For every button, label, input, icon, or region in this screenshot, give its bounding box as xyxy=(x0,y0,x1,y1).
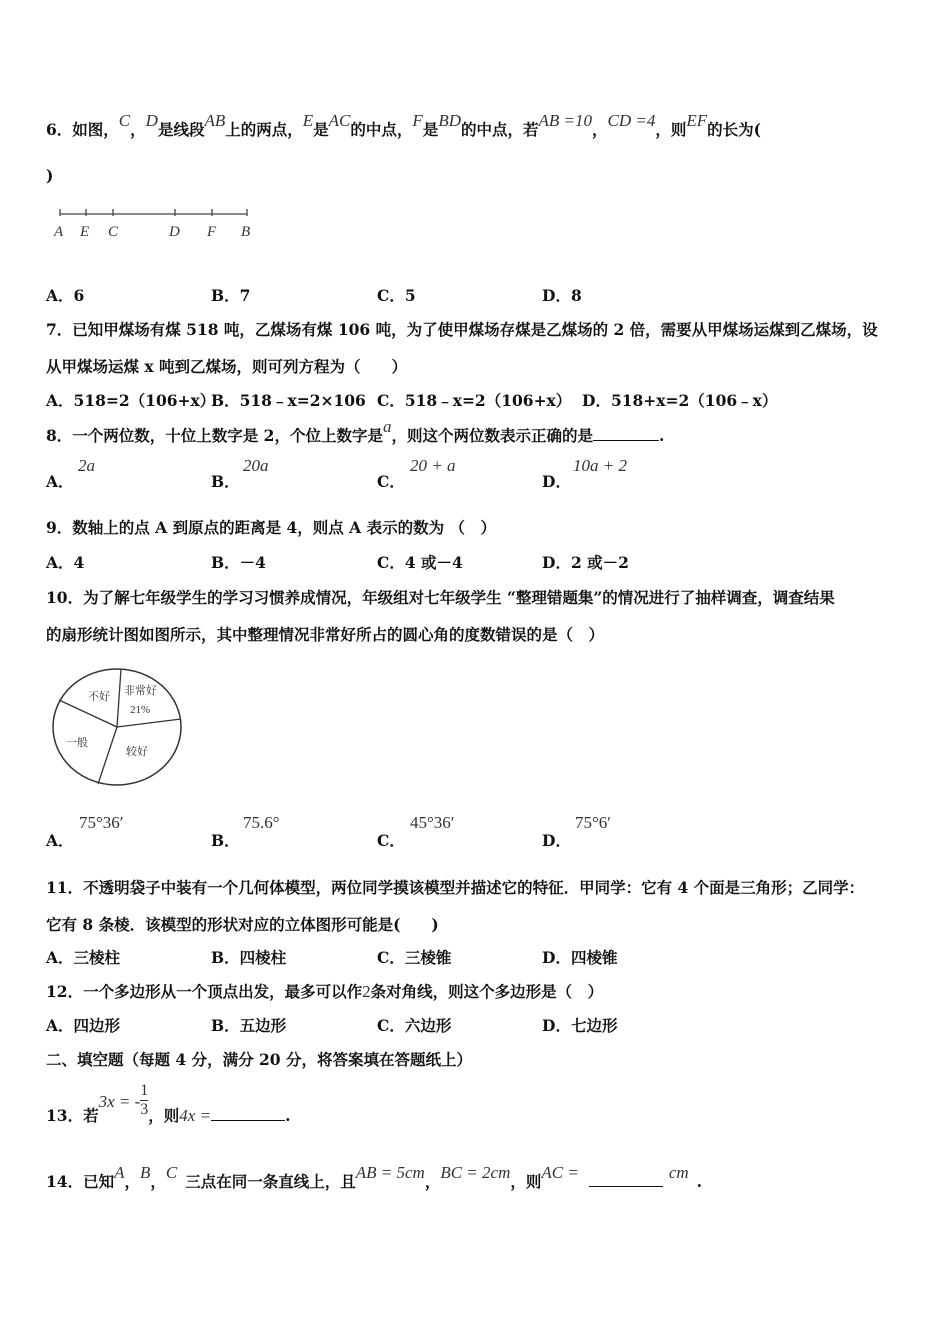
q6-line1: 6．如图，C，D是线段AB上的两点，E是AC的中点，F是BD的中点，若AB =10，CD =4，则EF的长为( xyxy=(46,111,761,139)
q14-line1: 14．已知A，B，C 三点在同一条直线上，且AB = 5cm，BC = 2cm，则AC = cm . xyxy=(46,1163,703,1191)
q10-option-b[interactable]: B． xyxy=(211,831,240,850)
q10-option-a-value: 75°36′ xyxy=(79,813,124,832)
q7-option-a[interactable]: A．518=2（106+x） xyxy=(46,391,216,410)
slice-label-bu-hao: 不好 xyxy=(88,690,110,703)
slice-divider-right xyxy=(117,719,181,727)
point-label-d: D xyxy=(169,224,180,240)
slice-divider-top xyxy=(117,669,121,727)
q9-line1: 9．数轴上的点 A 到原点的距离是 4，则点 A 表示的数为 （ ） xyxy=(46,518,497,537)
q7-option-c[interactable]: C．518﹣x=2（106+x） xyxy=(377,391,572,410)
q11-option-d[interactable]: D．四棱锥 xyxy=(542,948,618,967)
math-unit-cm: cm xyxy=(668,1163,689,1182)
q10-option-b-value: 75.6° xyxy=(243,813,280,832)
q12-line1: 12．一个多边形从一个顶点出发，最多可以作2条对角线，则这个多边形是（ ） xyxy=(46,982,604,1001)
q12-option-a[interactable]: A．四边形 xyxy=(46,1016,121,1035)
q10-option-c[interactable]: C． xyxy=(377,831,405,850)
math-b: B xyxy=(139,1163,151,1182)
slice-label-yi-ban: 一般 xyxy=(66,736,88,749)
q13-line1: 13．若3x = - $\frac{1}{3}$ ，则4x = . xyxy=(46,1082,291,1125)
slice-value-fei-chang-hao: 21% xyxy=(130,704,151,716)
q6-option-a[interactable]: A．6 xyxy=(46,286,85,305)
answer-blank[interactable] xyxy=(593,426,659,441)
q8-option-b[interactable]: B． xyxy=(211,472,240,491)
math-f: F xyxy=(412,111,423,130)
q8-option-c[interactable]: C． xyxy=(377,472,405,491)
slice-label-fei-chang-hao: 非常好 xyxy=(124,684,157,697)
math-cd-eq: CD =4 xyxy=(607,111,656,130)
slice-label-jiao-hao: 较好 xyxy=(126,745,148,758)
q8-option-a[interactable]: A． xyxy=(46,472,74,491)
math-ef: EF xyxy=(686,111,708,130)
section-heading-fill-in: 二、填空题（每题 4 分，满分 20 分，将答案填在答题纸上） xyxy=(46,1050,472,1069)
q8-option-c-value: 20 + a xyxy=(410,456,456,475)
q10-line1: 10．为了解七年级学生的学习习惯养成情况，年级组对七年级学生 “整理错题集”的情况进行了抽样调查，调查结果 xyxy=(46,588,835,607)
math-ab: AB xyxy=(204,111,226,130)
q7-line2: 从甲煤场运煤 x 吨到乙煤场，则可列方程为（ ） xyxy=(46,357,408,376)
math-ab-eq: AB = 5cm xyxy=(355,1163,425,1182)
math-d: D xyxy=(145,111,158,130)
math-bc-eq: BC = 2cm xyxy=(440,1163,511,1182)
q10-option-a[interactable]: A． xyxy=(46,831,74,850)
q6-option-b[interactable]: B．7 xyxy=(211,286,251,305)
q11-option-c[interactable]: C．三棱锥 xyxy=(377,948,452,967)
math-ab-eq: AB =10 xyxy=(538,111,592,130)
fraction-one-third: $\frac{1}{3}$ xyxy=(140,1082,149,1118)
answer-blank[interactable] xyxy=(589,1172,663,1187)
segment-figure xyxy=(50,204,260,244)
q10-option-d-value: 75°6′ xyxy=(575,813,612,832)
q9-option-c[interactable]: C．4 或－4 xyxy=(377,553,463,572)
math-e: E xyxy=(302,111,314,130)
point-label-b: B xyxy=(241,224,251,240)
math-a: a xyxy=(382,417,392,436)
q8-option-d[interactable]: D． xyxy=(542,472,571,491)
math-bd: BD xyxy=(438,111,461,130)
q11-option-a[interactable]: A．三棱柱 xyxy=(46,948,121,967)
math-two: 2 xyxy=(362,982,371,1001)
pie-chart xyxy=(50,666,190,790)
q11-line2: 它有 8 条棱．该模型的形状对应的立体图形可能是( ) xyxy=(46,915,439,934)
math-ac-eq: AC = xyxy=(541,1163,579,1182)
point-label-e: E xyxy=(80,224,90,240)
q10-line2: 的扇形统计图如图所示，其中整理情况非常好所占的圆心角的度数错误的是（ ） xyxy=(46,625,605,644)
slice-divider-left xyxy=(59,700,117,727)
math-ac: AC xyxy=(328,111,351,130)
point-label-a: A xyxy=(54,224,64,240)
q7-option-d[interactable]: D．518+x=2（106﹣x） xyxy=(582,391,778,410)
point-label-f: F xyxy=(207,224,217,240)
q9-option-a[interactable]: A．4 xyxy=(46,553,85,572)
q6-option-c[interactable]: C．5 xyxy=(377,286,416,305)
q12-option-c[interactable]: C．六边形 xyxy=(377,1016,452,1035)
q12-option-d[interactable]: D．七边形 xyxy=(542,1016,618,1035)
q11-line1: 11．不透明袋子中装有一个几何体模型，两位同学摸该模型并描述它的特征．甲同学：它有 4 个面是三角形；乙同学： xyxy=(46,878,865,897)
q9-option-b[interactable]: B．－4 xyxy=(211,553,266,572)
q6-close-paren: ) xyxy=(46,166,54,185)
math-c: C xyxy=(165,1163,178,1182)
q11-option-b[interactable]: B．四棱柱 xyxy=(211,948,287,967)
q12-option-b[interactable]: B．五边形 xyxy=(211,1016,287,1035)
answer-blank[interactable] xyxy=(211,1106,285,1121)
q8-option-d-value: 10a + 2 xyxy=(573,456,627,475)
q9-option-d[interactable]: D．2 或－2 xyxy=(542,553,629,572)
math-3x-eq: 3x = - xyxy=(98,1091,141,1111)
math-a: A xyxy=(114,1163,125,1182)
math-c: C xyxy=(118,111,131,130)
q8-line1: 8．一个两位数，十位上数字是 2，个位上数字是a，则这个两位数表示正确的是 . xyxy=(46,417,665,445)
math-4x-eq: 4x = xyxy=(179,1105,212,1125)
q10-option-d[interactable]: D． xyxy=(542,831,571,850)
q7-option-b[interactable]: B．518﹣x=2×106 xyxy=(211,391,366,410)
point-label-c: C xyxy=(108,224,119,240)
slice-divider-bottom xyxy=(98,727,117,784)
q7-line1: 7．已知甲煤场有煤 518 吨，乙煤场有煤 106 吨，为了使甲煤场存煤是乙煤场的 2 倍，需要从甲煤场运煤到乙煤场，设 xyxy=(46,320,878,339)
q8-option-a-value: 2a xyxy=(78,456,95,475)
q6-option-d[interactable]: D．8 xyxy=(542,286,582,305)
q10-option-c-value: 45°36′ xyxy=(410,813,455,832)
q8-option-b-value: 20a xyxy=(243,456,269,475)
